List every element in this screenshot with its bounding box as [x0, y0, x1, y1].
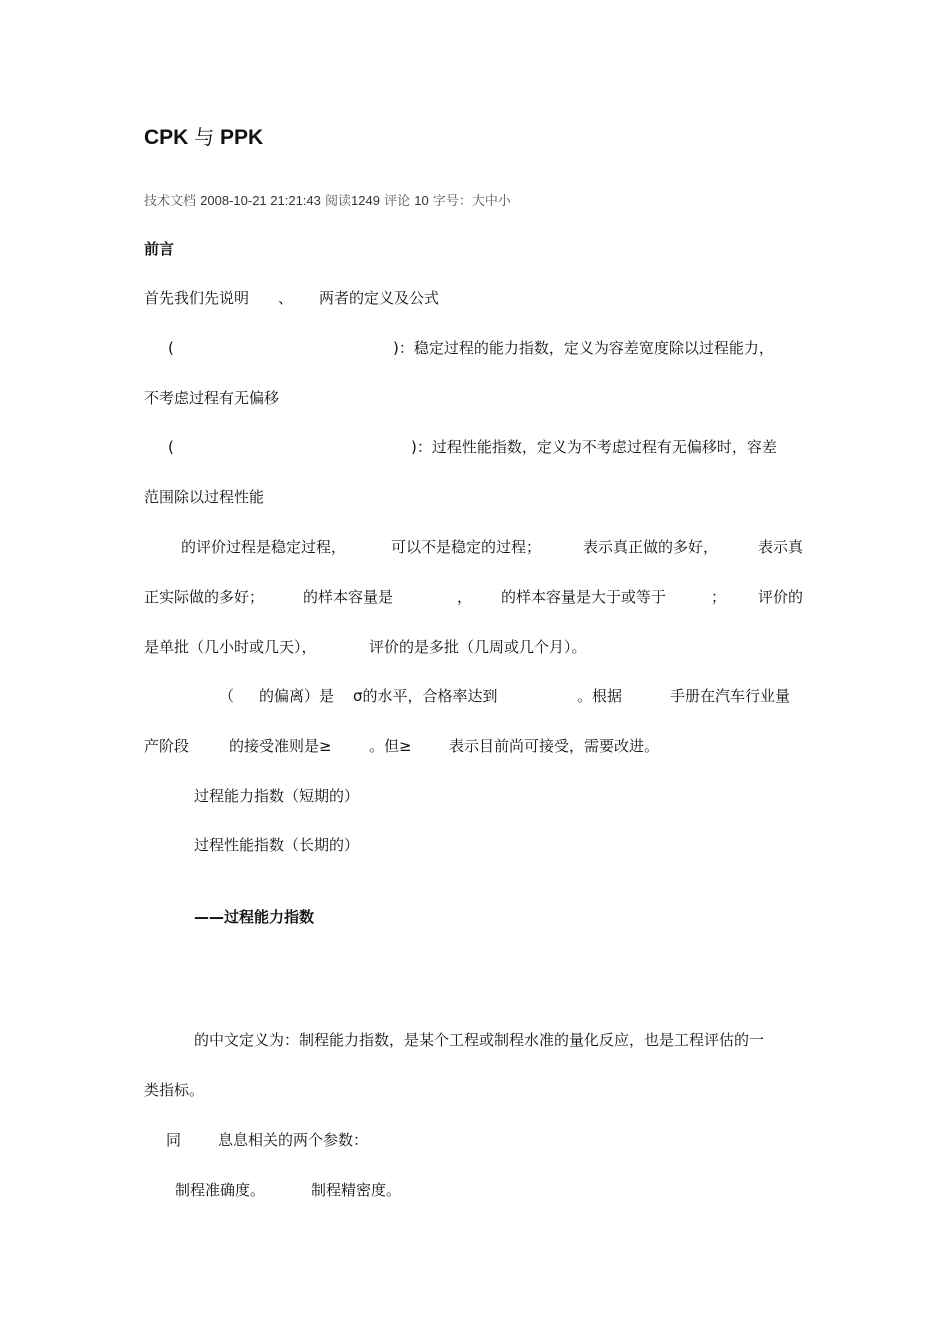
- line-7-e: ；: [711, 588, 727, 606]
- line-6-a: 的评价过程是稳定过程，: [181, 538, 347, 556]
- meta-font-size-switch[interactable]: 大中小: [471, 194, 511, 209]
- line-6-c: 表示真正做的多好，: [583, 538, 719, 556]
- line-6-d: 表示真: [758, 538, 804, 556]
- line-10-b: 的接受准则是≥: [229, 737, 332, 755]
- line-7-c: ，: [457, 588, 473, 606]
- line-7-b: 的样本容量是: [303, 588, 394, 606]
- line-9-a: （: [219, 687, 235, 705]
- meta-read-label: 阅读: [325, 194, 352, 209]
- line-1-a: 首先我们先说明: [144, 289, 250, 307]
- meta-read-count: 1249: [351, 193, 380, 208]
- page-title: [144, 124, 263, 151]
- meta-datetime: 2008-10-21 21:21:43: [200, 193, 321, 208]
- line-2-a: (: [168, 339, 174, 357]
- line-16-a: 同: [166, 1131, 182, 1149]
- line-7-d: 的样本容量是大于或等于: [501, 588, 667, 606]
- title-cpk: CPK: [144, 126, 189, 149]
- line-4-a: (: [168, 438, 174, 456]
- meta-font-label: 字号：: [432, 194, 472, 209]
- section-heading-process-capability: ——过程能力指数: [194, 908, 315, 926]
- meta-comment-label[interactable]: 评论: [384, 194, 411, 209]
- section-heading-preface: 前言: [144, 240, 175, 258]
- line-10-c: 。但≥: [369, 737, 412, 755]
- line-8-b: 评价的是多批（几周或几个月）。: [369, 638, 587, 656]
- line-11: 过程能力指数（短期的）: [194, 787, 360, 805]
- line-1-b: 、: [278, 289, 294, 307]
- line-16-b: 息息相关的两个参数：: [218, 1131, 369, 1149]
- line-4-b: )：过程性能指数，定义为不考虑过程有无偏移时，容差: [411, 438, 777, 456]
- meta-comment-count: 10: [414, 193, 429, 208]
- line-15: 类指标。: [144, 1081, 205, 1099]
- line-12: 过程性能指数（长期的）: [194, 836, 360, 854]
- line-9-b: 的偏离）是: [259, 687, 335, 705]
- line-14: 的中文定义为：制程能力指数，是某个工程或制程水准的量化反应，也是工程评估的一: [194, 1031, 765, 1049]
- line-3: 不考虑过程有无偏移: [144, 389, 280, 407]
- line-10-a: 产阶段: [144, 737, 190, 755]
- line-10-d: 表示目前尚可接受，需要改进。: [449, 737, 660, 755]
- line-5: 范围除以过程性能: [144, 488, 265, 506]
- line-17-a: 制程准确度。: [175, 1181, 266, 1199]
- title-ppk: PPK: [220, 126, 264, 149]
- line-9-d: 。根据: [577, 687, 623, 705]
- article-meta: [144, 191, 511, 212]
- line-7-a: 正实际做的多好；: [144, 588, 265, 606]
- line-7-f: 评价的: [758, 588, 804, 606]
- line-8-a: 是单批（几小时或几天），: [144, 638, 317, 656]
- line-17-b: 制程精密度。: [311, 1181, 402, 1199]
- meta-category[interactable]: 技术文档: [144, 194, 197, 209]
- title-connector: 与: [194, 125, 215, 149]
- line-6-b: 可以不是稳定的过程；: [391, 538, 542, 556]
- line-9-c: σ的水平，合格率达到: [353, 687, 498, 705]
- line-1-c: 两者的定义及公式: [319, 289, 440, 307]
- line-9-e: 手册在汽车行业量: [670, 687, 791, 705]
- line-2-b: )：稳定过程的能力指数，定义为容差宽度除以过程能力，: [393, 339, 774, 357]
